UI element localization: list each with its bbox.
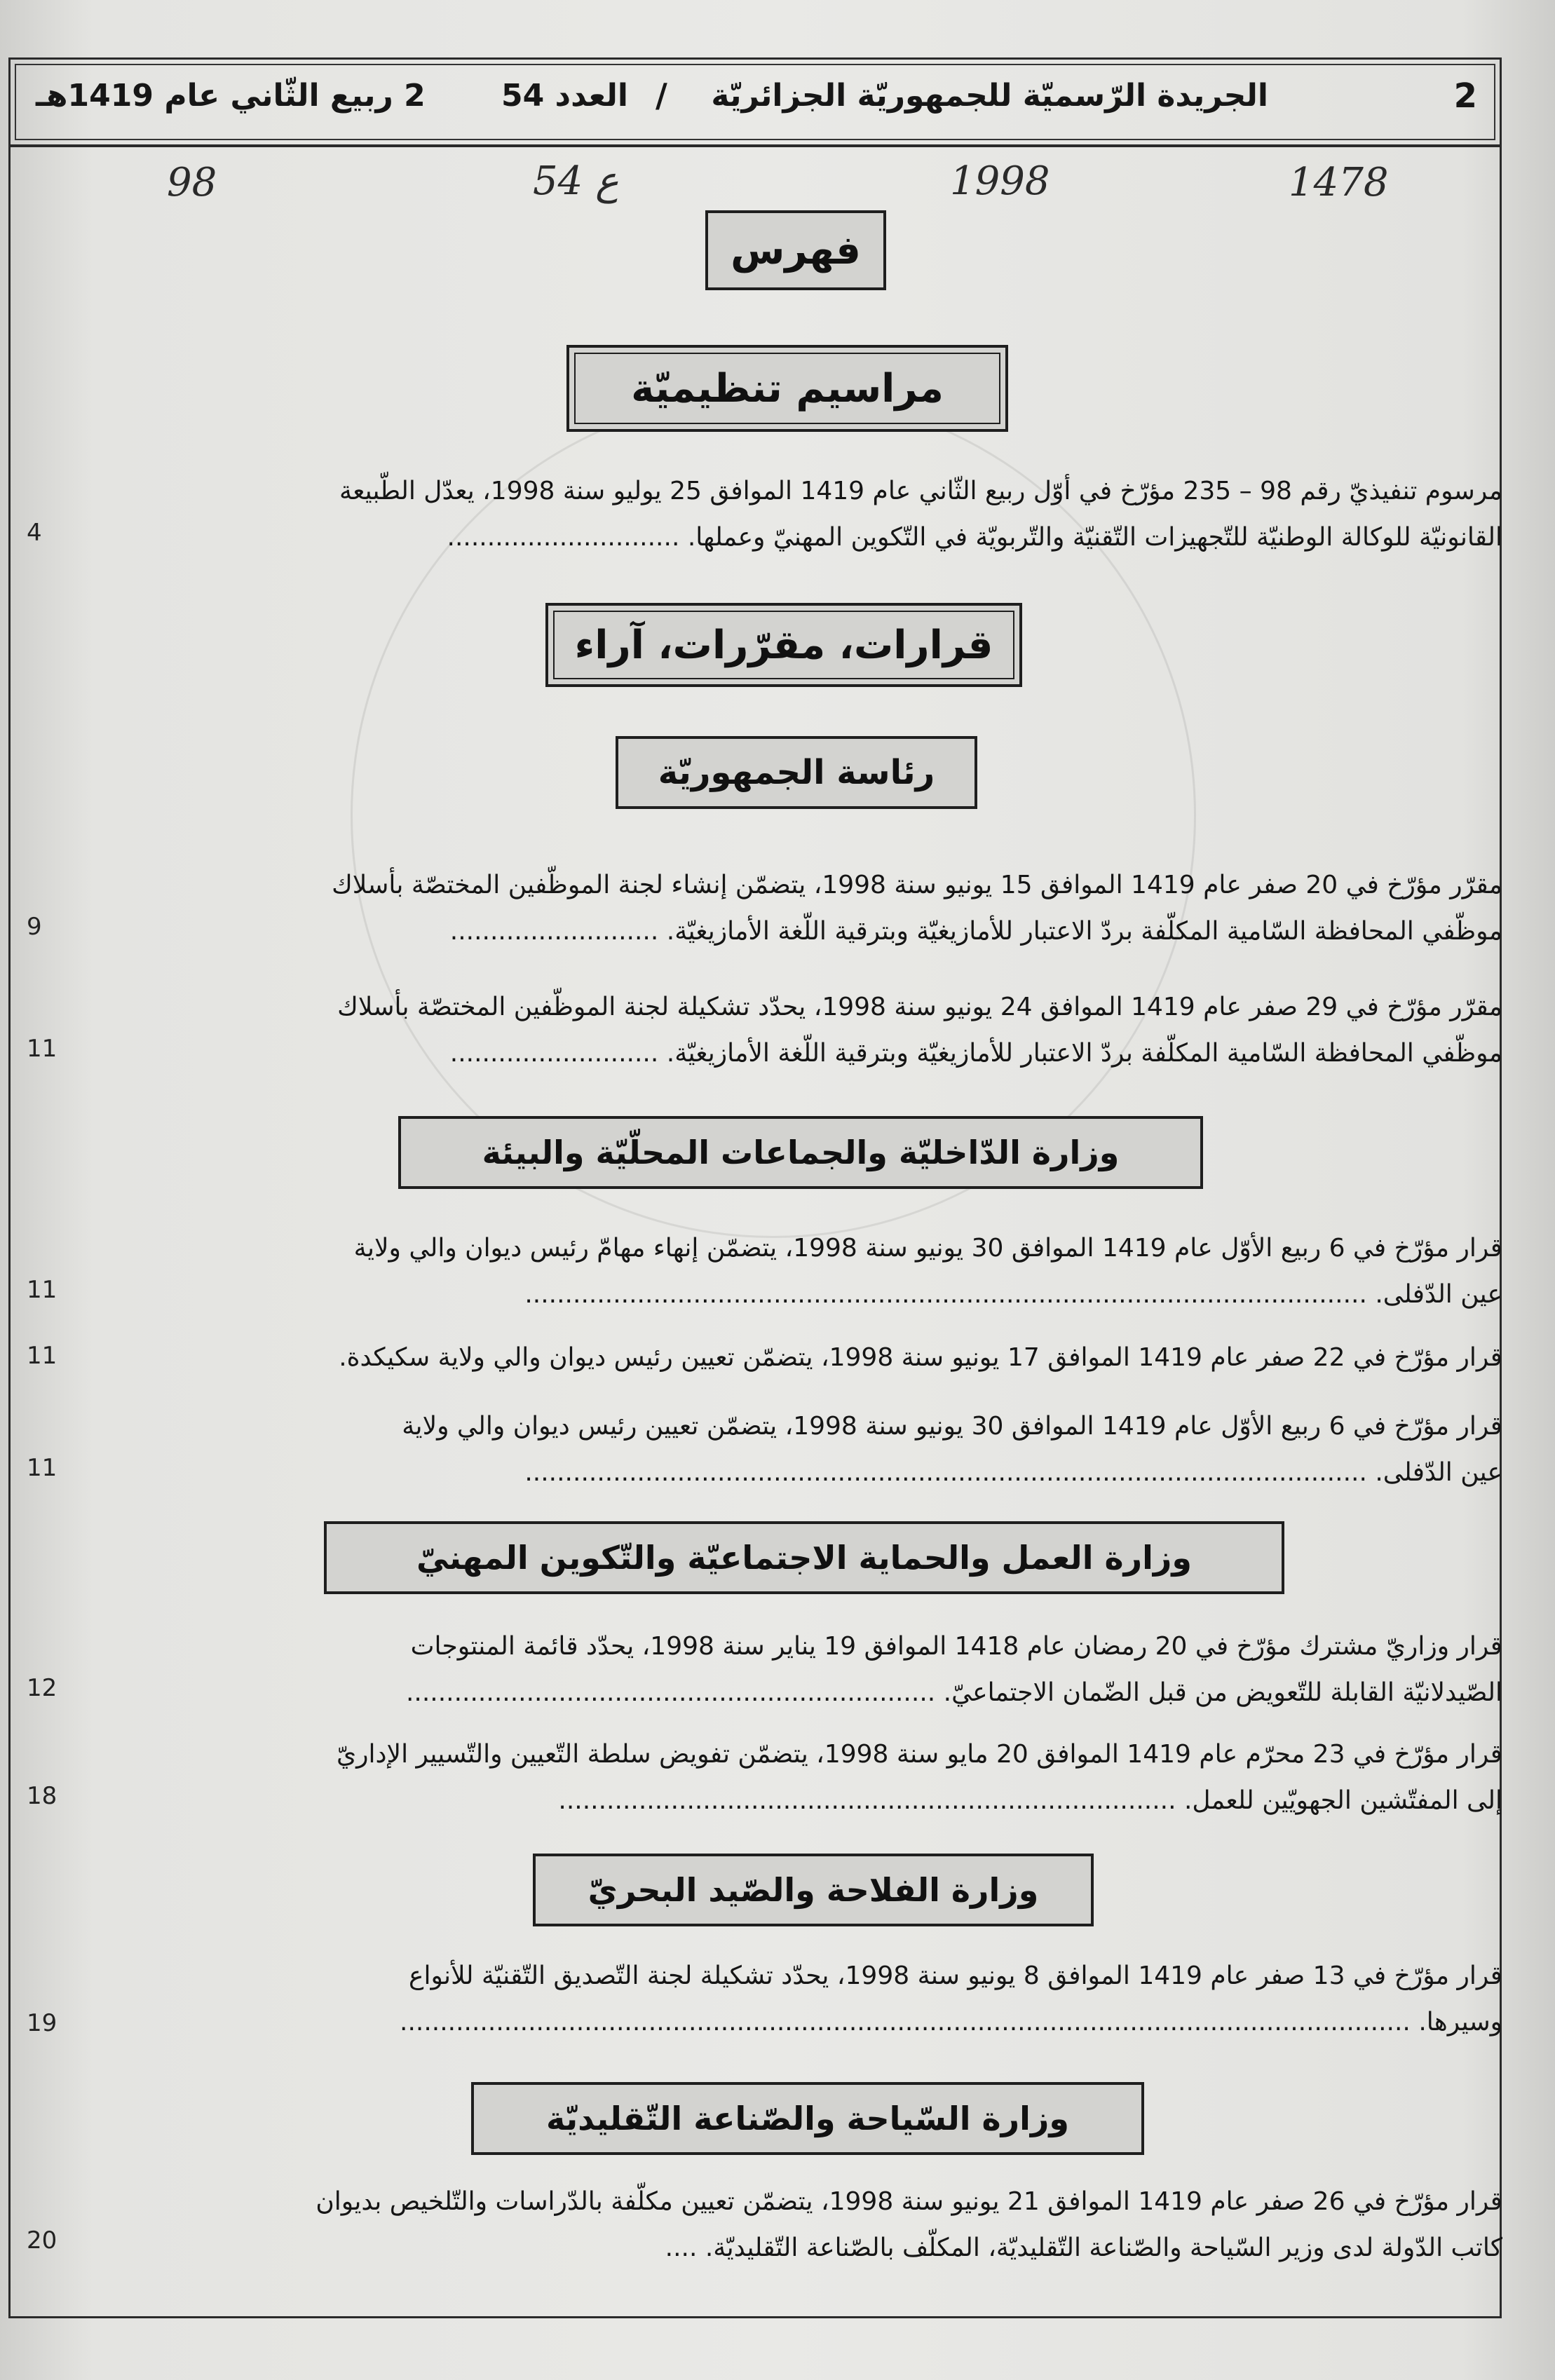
entry-line: مقرّر مؤرّخ في 29 صفر عام 1419 الموافق 24 يونيو سنة 1998، يحدّد تشكيلة لجنة الموظّفين المختصّة بأسلاك [337, 993, 1502, 1021]
handwritten-issue: ع 54 [533, 158, 619, 204]
leader-dots: ............................. [447, 523, 680, 552]
handwritten-number: 1478 [1289, 160, 1389, 205]
toc-entry [93, 1624, 1502, 1716]
entry-page-number: 18 [27, 1782, 57, 1810]
toc-title-box [705, 210, 886, 290]
entry-page-number: 20 [27, 2226, 57, 2255]
section-heading-box [471, 2082, 1144, 2155]
leader-dots: ............................................................................. [558, 1786, 1176, 1815]
entry-line-wrap [93, 909, 1502, 955]
entry-page-number: 9 [27, 913, 42, 941]
section-heading: وزارة العمل والحماية الاجتماعيّة والتّكوين المهنيّ [416, 1539, 1192, 1577]
entry-line-wrap [93, 1670, 1502, 1716]
leader-dots: ......................................................................................................... [524, 1280, 1367, 1309]
entry-line-wrap [93, 1272, 1502, 1318]
entry-line-wrap [93, 2225, 1502, 2271]
entry-line: إلى المفتّشين الجهويّين للعمل. [1183, 1786, 1502, 1815]
header-separator: / [656, 76, 667, 114]
entry-line: عين الدّفلى. [1375, 1280, 1502, 1309]
entry-line-wrap [93, 1450, 1502, 1496]
handwritten-year-short: 98 [167, 160, 217, 205]
section-heading-box [616, 736, 977, 809]
section-heading-box [545, 603, 1022, 687]
entry-line-wrap [93, 1031, 1502, 1077]
entry-line-wrap [93, 515, 1502, 561]
page-header [8, 57, 1502, 147]
header-title: الجريدة الرّسميّة للجمهوريّة الجزائريّة [711, 78, 1268, 114]
leader-dots: .............................................................................................................................. [400, 2008, 1411, 2036]
section-heading-box [398, 1116, 1203, 1189]
toc-entry [93, 862, 1502, 955]
toc-entry [93, 1732, 1502, 1824]
handwritten-year: 1998 [950, 158, 1050, 204]
toc-entry [93, 1335, 1502, 1381]
header-date: 2 ربيع الثّاني عام 1419هـ [36, 78, 426, 114]
toc-entry [93, 1403, 1502, 1496]
entry-line: قرار مؤرّخ في 23 محرّم عام 1419 الموافق 20 مايو سنة 1998، يتضمّن تفويض سلطة التّعيين والتّسيير الإداريّ [336, 1740, 1502, 1769]
entry-page-number: 11 [27, 1276, 57, 1304]
leader-dots: .......................... [449, 917, 659, 946]
entry-line: القانونيّة للوكالة الوطنيّة للتّجهيزات التّقنيّة والتّربويّة في التّكوين المهنيّ وعملها. [687, 523, 1502, 552]
entry-page-number: 11 [27, 1342, 57, 1370]
entry-line: كاتب الدّولة لدى وزير السّياحة والصّناعة التّقليديّة، المكلّف بالصّناعة التّقليديّة. [705, 2233, 1502, 2262]
section-heading: وزارة الفلاحة والصّيد البحريّ [588, 1871, 1039, 1909]
entry-page-number: 19 [27, 2009, 57, 2037]
toc-entry [93, 984, 1502, 1077]
leader-dots: ......................................................................................................... [524, 1458, 1367, 1487]
entry-line: قرار مؤرّخ في 6 ربيع الأوّل عام 1419 الموافق 30 يونيو سنة 1998، يتضمّن إنهاء مهامّ رئيس ديوان والي ولاية [353, 1234, 1502, 1263]
section-heading: مراسيم تنظيميّة [631, 365, 944, 412]
entry-line: وسيرها. [1418, 2008, 1502, 2036]
section-heading-box [533, 1854, 1094, 1926]
toc-entry [93, 1953, 1502, 2046]
entry-line: الصّيدلانيّة القابلة للتّعويض من قبل الضّمان الاجتماعيّ. [943, 1678, 1502, 1707]
entry-page-number: 11 [27, 1035, 57, 1063]
entry-line: مرسوم تنفيذيّ رقم 98 – 235 مؤرّخ في أوّل ربيع الثّاني عام 1419 الموافق 25 يوليو سنة 1998، يعدّل الطّبيعة [339, 477, 1502, 505]
entry-page-number: 11 [27, 1454, 57, 1482]
leader-dots: .................................................................. [405, 1678, 936, 1707]
section-heading: وزارة السّياحة والصّناعة التّقليديّة [545, 2100, 1070, 2137]
entry-line: قرار مؤرّخ في 26 صفر عام 1419 الموافق 21 يونيو سنة 1998، يتضمّن تعيين مكلّفة بالدّراسات والتّلخيص بديوان [315, 2187, 1502, 2216]
section-heading-box [566, 345, 1008, 432]
toc-title: فهرس [731, 227, 861, 273]
entry-line: قرار مؤرّخ في 6 ربيع الأوّل عام 1419 الموافق 30 يونيو سنة 1998، يتضمّن تعيين رئيس ديوان والي ولاية [402, 1412, 1502, 1441]
entry-line: مقرّر مؤرّخ في 20 صفر عام 1419 الموافق 15 يونيو سنة 1998، يتضمّن إنشاء لجنة الموظّفين المختصّة بأسلاك [332, 871, 1502, 899]
entry-line: قرار مؤرّخ في 22 صفر عام 1419 الموافق 17 يونيو سنة 1998، يتضمّن تعيين رئيس ديوان والي ولاية سكيكدة. [339, 1343, 1502, 1372]
entry-line: قرار وزاريّ مشترك مؤرّخ في 20 رمضان عام 1418 الموافق 19 يناير سنة 1998، يحدّد قائمة المنتوجات [410, 1632, 1502, 1661]
entry-line-wrap [93, 1999, 1502, 2046]
entry-line: قرار مؤرّخ في 13 صفر عام 1419 الموافق 8 يونيو سنة 1998، يحدّد تشكيلة لجنة التّصديق التّقنيّة للأنواع [408, 1961, 1502, 1990]
toc-entry [93, 2179, 1502, 2271]
leader-dots: .... [665, 2233, 698, 2262]
section-heading: قرارات، مقرّرات، آراء [574, 622, 993, 668]
toc-entry [93, 1225, 1502, 1318]
toc-entry [93, 468, 1502, 561]
header-issue: العدد 54 [501, 78, 628, 114]
section-heading: وزارة الدّاخليّة والجماعات المحلّيّة والبيئة [482, 1134, 1120, 1171]
entry-line: عين الدّفلى. [1375, 1458, 1502, 1487]
leader-dots: .......................... [449, 1039, 659, 1068]
section-heading-box [324, 1521, 1284, 1594]
entry-page-number: 4 [27, 519, 42, 547]
entry-line: موظّفي المحافظة السّامية المكلّفة بردّ الاعتبار للأمازيغيّة وبترقية اللّغة الأمازيغيّة. [666, 1039, 1502, 1068]
entry-page-number: 12 [27, 1674, 57, 1702]
entry-line: موظّفي المحافظة السّامية المكلّفة بردّ الاعتبار للأمازيغيّة وبترقية اللّغة الأمازيغيّة. [666, 917, 1502, 946]
header-page-number: 2 [1453, 76, 1477, 116]
section-heading: رئاسة الجمهوريّة [658, 753, 935, 792]
entry-line-wrap [93, 1778, 1502, 1824]
